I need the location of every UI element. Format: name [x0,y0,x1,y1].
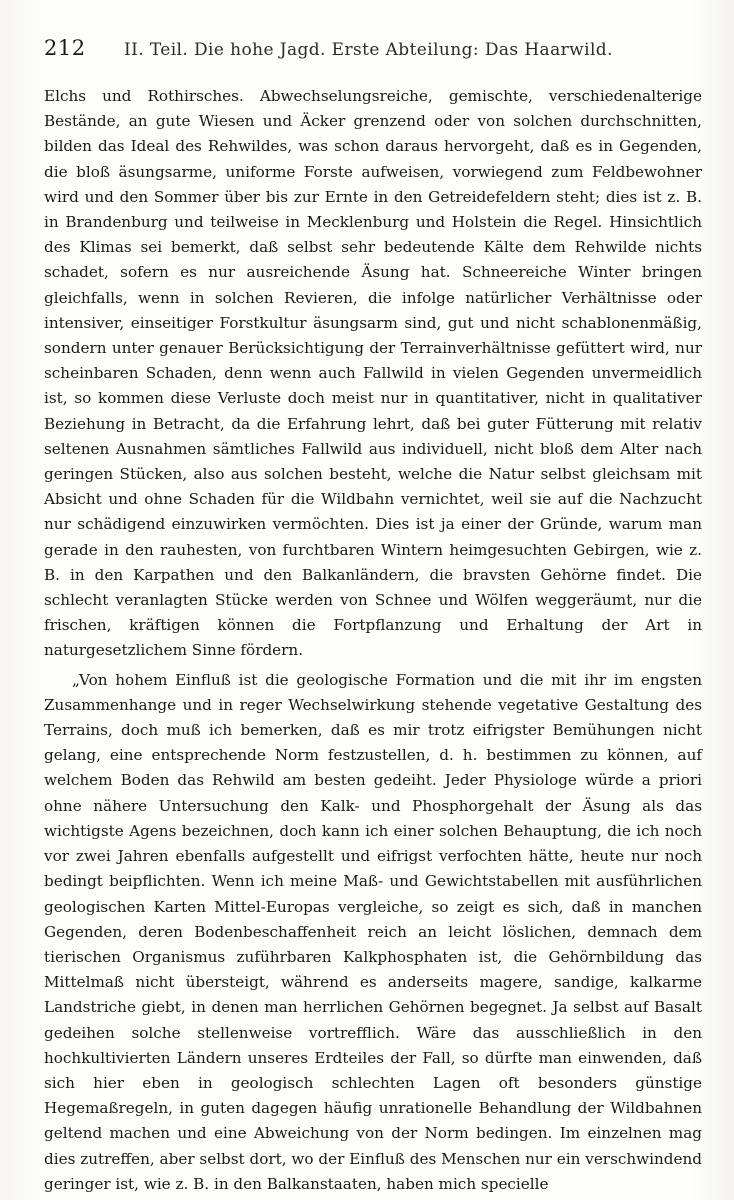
running-title: II. Teil. Die hohe Jagd. Erste Abteilung: Das Haarwild. [124,40,613,60]
body-text [44,84,702,1197]
running-head [44,36,702,76]
page-number: 212 [44,36,86,60]
paragraph-continued: Elchs und Rothirsches. Abwechselungsreiche, gemischte, verschiedenalterige Bestände, an gute Wiesen und Äcker grenzend oder von solchen durchschnitten, bilden das Ideal des Rehwildes, was schon daraus hervorgeht, daß es in Gegenden, die bloß äsungsarme, uniforme Forste aufweisen, vorwiegend zum Feldbewohner wird und den Sommer über bis zur Ernte in den Getreidefeldern steht; dies ist z. B. in Brandenburg und teilweise in Mecklenburg und Holstein die Regel. Hinsichtlich des Klimas sei bemerkt, daß selbst sehr bedeutende Kälte dem Rehwilde nichts schadet, sofern es nur ausreichende Äsung hat. Schneereiche Winter bringen gleichfalls, wenn in solchen Revieren, die infolge natürlicher Verhältnisse oder intensiver, einseitiger Forstkultur äsungsarm sind, gut und nicht schablonenmäßig, sondern unter genauer Berücksichtigung der Terrainverhältnisse gefüttert wird, nur scheinbaren Schaden, denn wenn auch Fallwild in vielen Gegenden unvermeidlich ist, so kommen diese Verluste doch meist nur in quantitativer, nicht in qualitativer Beziehung in Betracht, da die Erfahrung lehrt, daß bei guter Fütterung mit relativ seltenen Ausnahmen sämtliches Fallwild aus individuell, nicht bloß dem Alter nach geringen Stücken, also aus solchen besteht, welche die Natur selbst gleichsam mit Absicht und ohne Schaden für die Wildbahn vernichtet, weil sie auf die Nachzucht nur schädigend einzuwirken vermöchten. Dies ist ja einer der Gründe, warum man gerade in den rauhesten, von furchtbaren Wintern heimgesuchten Gebirgen, wie z. B. in den Karpathen und den Balkanländern, die bravsten Gehörne findet. Die schlecht veranlagten Stücke werden von Schnee und Wölfen weggeräumt, nur die frischen, kräftigen können die Fortpflanzung und Erhaltung der Art in naturgesetzlichem Sinne fördern. [44,87,702,660]
paragraph-quotation: „Von hohem Einfluß ist die geologische Formation und die mit ihr im engsten Zusammenhange und in reger Wechselwirkung stehende vegetative Gestaltung des Terrains, doch muß ich bemerken, daß es mir trotz eifrigster Bemühungen nicht gelang, eine entsprechende Norm festzustellen, d. h. bestimmen zu können, auf welchem Boden das Rehwild am besten gedeiht. Jeder Physiologe würde a priori ohne nähere Untersuchung den Kalk- und Phosphorgehalt der Äsung als das wichtigste Agens bezeichnen, doch kann ich einer solchen Behauptung, die ich noch vor zwei Jahren ebenfalls aufgestellt und eifrigst verfochten hätte, heute nur noch bedingt beipflichten. Wenn ich meine Maß- und Gewichtstabellen mit ausführlichen geologischen Karten Mittel-Europas vergleiche, so zeigt es sich, daß in manchen Gegenden, deren Bodenbeschaffenheit reich an leicht löslichen, demnach dem tierischen Organismus zuführbaren Kalkphosphaten ist, die Gehörnbildung das Mittelmaß nicht übersteigt, während es anderseits magere, sandige, kalkarme Landstriche giebt, in denen man herrlichen Gehörnen begegnet. Ja selbst auf Basalt gedeihen solche stellenweise vortrefflich. Wäre das ausschließlich in den hochkultivierten Ländern unseres Erdteiles der Fall, so dürfte man einwenden, daß sich hier eben in geologisch schlechten Lagen oft besonders günstige Hegemaßregeln, in guten dagegen häufig unrationelle Behandlung der Wildbahnen geltend machen und eine Abweichung von der Norm bedingen. Im einzelnen mag dies zutreffen, aber selbst dort, wo der Einfluß des Menschen nur ein verschwindend geringer ist, wie z. B. in den Balkanstaaten, haben mich specielle [44,670,702,1193]
